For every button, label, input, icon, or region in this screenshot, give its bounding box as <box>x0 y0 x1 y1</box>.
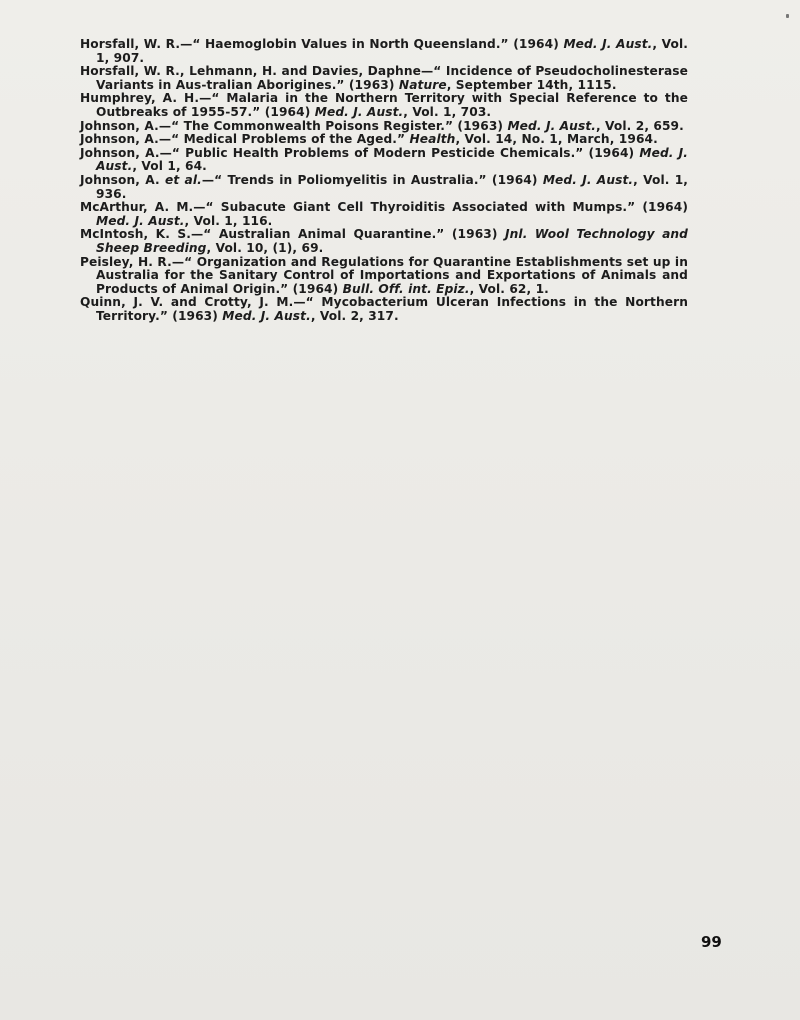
reference-entry: Horsfall, W. R., Lehmann, H. and Davies, Daphne—“ Incidence of Pseudocholinesterase Variants in Aus-tralian Aborigines.” (1963) Nature, September 14th, 1115. <box>80 64 688 92</box>
reference-journal: Med. J. Aust. <box>222 308 311 323</box>
reference-entry: Johnson, A.—“ The Commonwealth Poisons Register.” (1963) Med. J. Aust., Vol. 2, 659. <box>80 118 684 133</box>
reference-entry: Humphrey, A. H.—“ Malaria in the Northern Territory with Special Reference to the Outbreaks of 1955-57.” (1964) Med. J. Aust., Vol. 1, 703. <box>80 91 688 119</box>
reference-entry: Johnson, A.—“ Public Health Problems of Modern Pesticide Chemicals.” (1964) Med. J. Aust., Vol 1, 64. <box>80 145 688 174</box>
reference-journal: Med. J. Aust. <box>96 145 688 174</box>
reference-journal: Bull. Off. int. Epiz. <box>342 281 470 296</box>
reference-journal: Nature <box>398 77 447 92</box>
reference-journal: Med. J. Aust. <box>542 172 634 187</box>
scan-speck <box>786 14 789 18</box>
reference-journal: Med. J. Aust. <box>563 37 653 51</box>
reference-entry: Johnson, A.—“ Medical Problems of the Aged.” Health, Vol. 14, No. 1, March, 1964. <box>80 132 658 147</box>
reference-journal: Med. J. Aust. <box>314 104 404 119</box>
reference-journal: Health <box>409 132 456 147</box>
reference-entry: McIntosh, K. S.—“ Australian Animal Quarantine.” (1963) Jnl. Wool Technology and Sheep Breeding, Vol. 10, (1), 69. <box>80 227 688 255</box>
reference-journal: Med. J. Aust. <box>96 213 185 228</box>
reference-entry: Horsfall, W. R.—“ Haemoglobin Values in North Queensland.” (1964) Med. J. Aust., Vol. 1, 907. <box>80 37 688 65</box>
reference-list <box>80 38 688 323</box>
reference-journal: et al. <box>164 172 202 187</box>
reference-entry: Peisley, H. R.—“ Organization and Regulations for Quarantine Establishments set up in Australia for the Sanitary Control of Importations and Exportations of Animals and Products of Animal Origin.” (1964) Bull. Off. int. Epiz., Vol. 62, 1. <box>80 254 688 296</box>
page-number: 99 <box>701 933 722 951</box>
reference-entry: Johnson, A. et al.—“ Trends in Poliomyelitis in Australia.” (1964) Med. J. Aust., Vol. 1, 936. <box>80 172 689 201</box>
reference-entry: McArthur, A. M.—“ Subacute Giant Cell Thyroiditis Associated with Mumps.” (1964) Med. J. Aust., Vol. 1, 116. <box>80 200 688 228</box>
reference-entry: Quinn, J. V. and Crotty, J. M.—“ Mycobacterium Ulceran Infections in the Northern Territory.” (1963) Med. J. Aust., Vol. 2, 317. <box>80 295 688 323</box>
reference-journal: Jnl. Wool Technology and Sheep Breeding <box>96 227 688 255</box>
reference-journal: Med. J. Aust. <box>507 118 596 133</box>
